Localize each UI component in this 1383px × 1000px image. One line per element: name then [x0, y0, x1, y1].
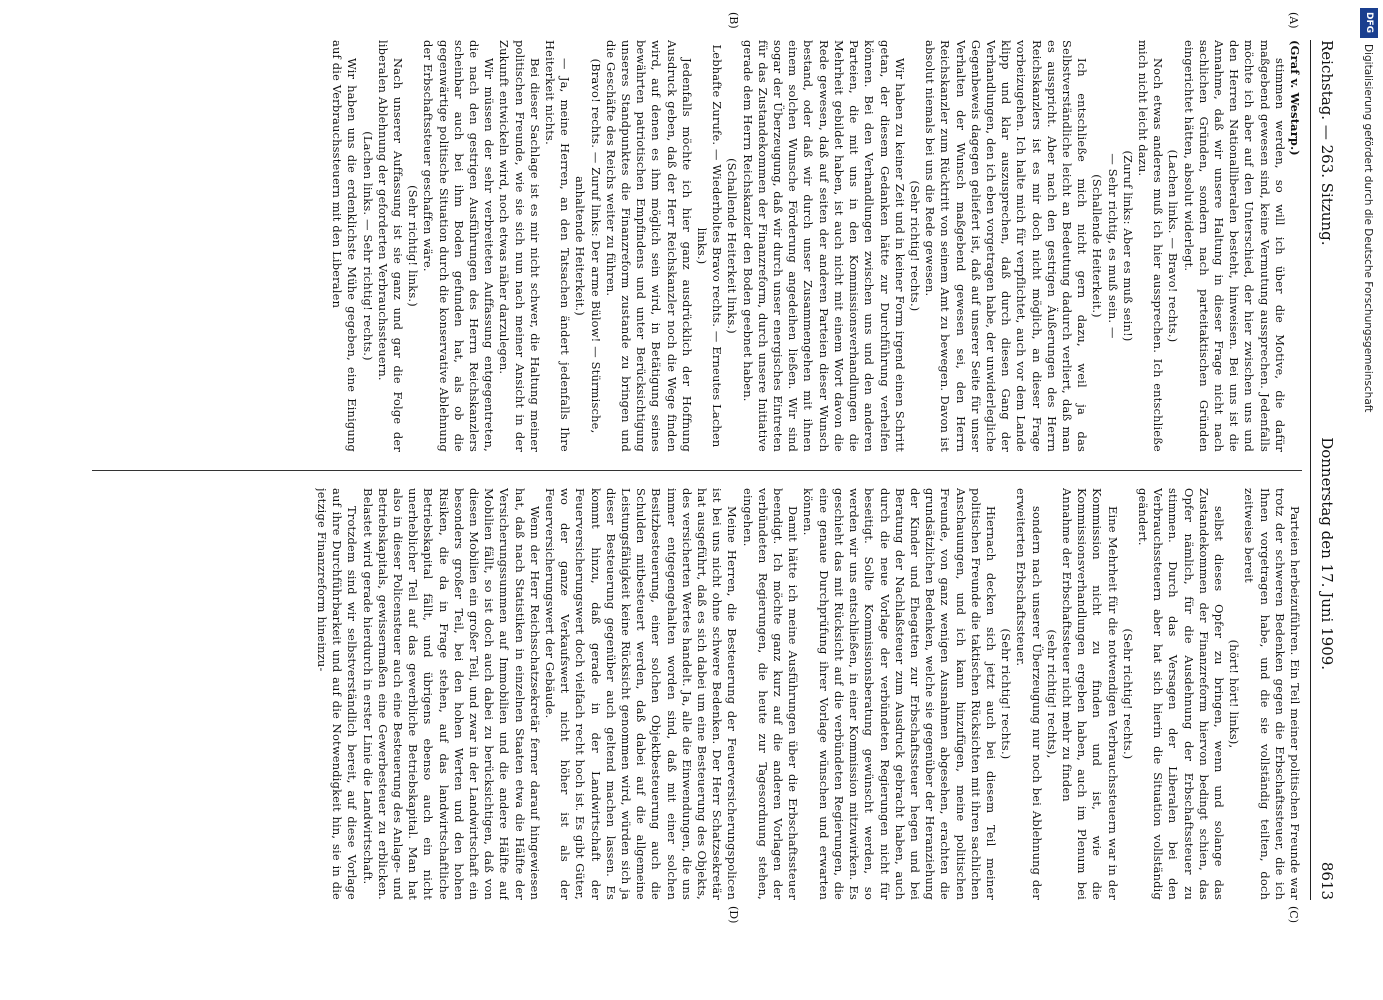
paragraph: Jedenfalls möchte ich hier ganz ausdrücklich der Hoffnung Ausdruck geben, daß der Herr Reichskanzler noch die Wege finden wird, auf denen es ihm möglich sein wird, in Betätigung seines bewährten patriotischen Empfindens und unter Berücksichtigung unseres Standpunktes die Finanzreform zustande zu bringen und die Geschäfte des Reichs weiter zu führen. [603, 40, 694, 452]
paragraph: Trotzdem sind wir selbstverständlich bereit, auf diese Vorlage auf ihre Durchführbarkeit und auf die Notwendigkeit hin, sie in die jetzige Finanzreform hineinzu- [315, 488, 360, 900]
paragraph: selbst dieses Opfer zu bringen, wenn und solange das Zustandekommen der Finanzreform hiervon bedingt schien, das Opfer nämlich, für die Ausdehnung der Erbschaftssteuer zu stimmen. Durch das Versagen der Liberalen bei den Verbrauchssteuern aber hat sich hierin die Situation vollständig geändert. [1135, 488, 1226, 900]
paragraph: — Sehr richtig, es muß sein. — [1105, 153, 1120, 339]
paragraph: (Zuruf links: Aber es muß sein!) [1120, 150, 1135, 342]
paragraph: Noch etwas anderes muß ich hier aussprechen. Ich entschließe mich nicht leicht dazu. [1135, 40, 1166, 452]
paragraph: (sehr richtig! rechts), [1044, 629, 1059, 759]
paragraph: Meine Herren, die Besteuerung der Feuerversicherungspolicen ist bei uns nicht ohne schwere Bedenken. Der Herr Schatzsekretär hat ausgeführt, daß es sich dabei um eine Besteuerung des Objekts, des versicherten Wertes handelt. Ja, alle die Einwendungen, die uns immer entgegengehalten worden sind, daß mit einer solchen Besitzbesteuerung, einer solchen Objektbesteuerung auch die Schulden mitbesteuert werden, daß dabei auf die allgemeine Leistungsfähigkeit keine Rücksicht genommen wird, würden sich ja dieser Besteuerung gegenüber auch geltend machen lassen. Es kommt hinzu, daß gerade in der Landwirtschaft der Feuerversicherungswert doch vielfach recht hoch ist. Es gibt Güter, wo der ganze Verkaufswert nicht höher ist als der Feuerversicherungswert der Gebäude. [543, 488, 740, 900]
margin-mark-b: (B) [727, 12, 740, 29]
paragraph: (Lachen links. — Bravo! rechts.) [1166, 149, 1181, 343]
paragraph: (hört! hört! links), [1227, 639, 1242, 749]
paragraph: stimmen werden, so will ich über die Motive, die dafür maßgebend gewesen sind, keine Vermutung aussprechen. Jedenfalls möchte ich aber auf den Unterschied, der hier zwischen uns und den Herren Nationalliberalen besteht, hinweisen. Bei uns ist die Annahme, daß wir unsere Haltung in dieser Frage nicht nach sachlichen Gründen, sondern nach parteitaktischen Gründen eingerichtet hätten, absolut widerlegt. [1181, 40, 1287, 452]
paragraph: (Bravo! rechts. — Zuruf links: Der arme Bülow! — Stürmische, anhaltende Heiterkeit.) [573, 58, 603, 434]
paragraph: (Lachen links. — Sehr richtig! rechts.) [360, 131, 375, 361]
dfg-credit [1360, 8, 1378, 708]
document-page [50, 12, 1340, 950]
speaker-label: (Graf v. Westarp.) [1288, 40, 1302, 156]
column-left [72, 40, 1302, 452]
paragraph: (Sehr richtig! rechts.) [999, 628, 1014, 760]
dfg-logo: DFG [1360, 8, 1378, 38]
paragraph: (Schallende Heiterkeit.) [1090, 174, 1105, 318]
paragraph: Ich entschließe mich nicht gern dazu, weil ja das Selbstverständliche leicht an Bedeutung dadurch verliert, daß man es ausspricht. Aber nach den gestrigen Äußerungen des Herrn Reichskanzlers ist es mir doch nicht möglich, an dieser Frage vorbeizugehen. Ich halte mich für verpflichtet, auch vor dem Lande klipp und klar auszusprechen, daß durch diesen Gang der Verhandlungen, den ich eben vorgetragen habe, der unwiderlegliche Gegenbeweis dagegen geliefert ist, daß auf unserer Seite für unser Verhalten der Wunsch maßgebend gewesen sei, den Herrn Reichskanzler zum Rücktritt von seinem Amt zu bewegen. Davon ist absolut niemals bei uns die Rede gewesen. [923, 40, 1090, 452]
paragraph: Wenn der Herr Reichsschatzsekretär ferner darauf hingewiesen hat, daß nach Statistiken in einzelnen Staaten etwa die Hälfte der Versicherungssummen auf Immobilien und die andere Hälfte auf Mobilien fällt, so ist doch auch dabei zu berücksichtigen, daß von diesen Mobilien ein großer Teil, und zwar in der Landwirtschaft ein besonders großer Teil, bei den hohen Werten und den hohen Risiken, die da in Frage stehen, auf das landwirtschaftliche Betriebskapital fällt, und übrigens ebenso auch ein nicht unerheblicher Teil auf das gewerbliche Betriebskapital. Man hat also in dieser Policensteuer auch eine Besteuerung des Anlage- und Betriebskapitals, gewissermaßen eine Gewerbesteuer zu erblicken. Belastet wird gerade hierdurch in erster Linie die Landwirtschaft. [360, 488, 542, 900]
column-divider [92, 470, 1302, 471]
margin-mark-d: (D) [727, 906, 740, 924]
paragraph: Eine Mehrheit für die notwendigen Verbrauchssteuern war in der Kommission nicht zu finden und ist, wie die Kommissionsverhandlungen ergeben haben, auch im Plenum bei Annahme der Erbschaftssteuer nicht mehr zu finden [1059, 488, 1120, 900]
paragraph: Lebhafte Zurufe. — Wiederholtes Bravo rechts. — Erneutes Lachen links.) [695, 44, 725, 448]
paragraph: Hiernach decken sich jetzt auch bei diesem Teil meiner politischen Freunde die taktischen Rücksichten mit ihren sachlichen Anschauungen, und ich kann hinzufügen, meine politischen Freunde, von ganz wenigen Ausnahmen abgesehen, erachten die grundsätzlichen Bedenken, welche sie gegenüber der Heranziehung der Kinder und Ehegatten zur Erbschaftssteuer hegen und bei Beratung der Nachlaßsteuer zum Ausdruck gebracht haben, auch durch die neue Vorlage der verbündeten Regierungen nicht für beseitigt. Sollte Kommissionsberatung gewünscht werden, so werden wir uns entschließen, in einer Kommission mitzuwirken. Es geschieht das mit Rücksicht auf die verbündeten Regierungen, die eine genaue Durchprüfung ihrer Vorlage wünschen und erwarten können. [801, 488, 998, 900]
paragraph: Wir müssen der sehr verbreiteten Auffassung entgegentreten, die nach den gestrigen Ausführungen des Herrn Reichskanzlers scheinbar auch bei ihm Boden gefunden hat, als ob die gegenwärtige politische Situation durch die konservative Ablehnung der Erbschaftssteuer geschaffen wäre. [421, 40, 497, 452]
header-date: Donnerstag den 17. Juni 1909. [1318, 437, 1336, 671]
paragraph: — Ja, meine Herren, an den Tatsachen ändert jedenfalls Ihre Heiterkeit nichts. [543, 40, 573, 452]
margin-mark-a: (A) [1287, 12, 1300, 29]
paragraph: Nach unserer Auffassung ist sie ganz und gar die Folge der liberalen Ablehnung der geforderten Verbrauchssteuern. [375, 40, 406, 452]
paragraph: (Sehr richtig! rechts.) [1120, 628, 1135, 760]
paragraph: (Sehr richtig! rechts.) [907, 180, 922, 312]
running-header [1314, 40, 1340, 900]
margin-mark-c: (C) [1287, 906, 1300, 923]
paragraph: Bei dieser Sachlage ist es mir nicht schwer, die Haltung meiner politischen Freunde, wie sie sich nun nach meiner Ansicht in der Zukunft entwickeln wird, noch etwas näher darzulegen. [497, 40, 542, 452]
paragraph: (Schallende Heiterkeit links.) [725, 158, 740, 334]
dfg-credit-text: Digitalisierung gefördert durch die Deutsche Forschungsgemeinschaft [1362, 44, 1374, 413]
paragraph: Parteien herbeizuführen. Ein Teil meiner politischen Freunde war trotz der schweren Bedenken gegen die Erbschaftssteuer, die ich Ihnen vorgetragen habe, und die sie vollständig teilten, doch zeitweise bereit [1242, 488, 1302, 900]
column-right [72, 488, 1302, 900]
paragraph: Damit hätte ich meine Ausführungen über die Erbschaftssteuer beendigt. Ich möchte ganz kurz auf die anderen Vorlagen der verbündeten Regierungen, die heute zur Tagesordnung stehen, eingehen. [740, 488, 801, 900]
paragraph: Wir haben uns die erdenklichste Mühe gegeben, eine Einigung auf die Verbrauchssteuern mit den Liberalen [330, 40, 360, 452]
paragraph: Wir haben zu keiner Zeit und in keiner Form irgend einen Schritt getan, der diesem Gedanken hätte zur Durchführung verhelfen können. Bei den Verhandlungen zwischen uns und den anderen Parteien, die mit uns in den Kommissionsverhandlungen die Mehrheit gebildet haben, ist auch nicht mit einem Wort davon die Rede gewesen, daß auf seiten der anderen Parteien dieser Wunsch bestand, oder daß wir durch unser Zusammengehen mit ihnen einem solchen Wunsche Förderung angedeihen ließen. Wir sind sogar der Überzeugung, daß wir durch unser energisches Eintreten für das Zustandekommen der Finanzreform, durch unsere Initiative gerade dem Herrn Reichskanzler den Boden geebnet haben. [740, 40, 907, 452]
paragraph: (Sehr richtig! links.) [406, 185, 421, 307]
header-rule [1310, 40, 1311, 900]
paragraph: sondern nach unserer Überzeugung nur noch bei Ablehnung der erweiterten Erbschaftssteuer. [1014, 488, 1044, 900]
header-left: Reichstag. — 263. Sitzung. [1318, 40, 1336, 246]
page-number: 8613 [1318, 861, 1336, 900]
